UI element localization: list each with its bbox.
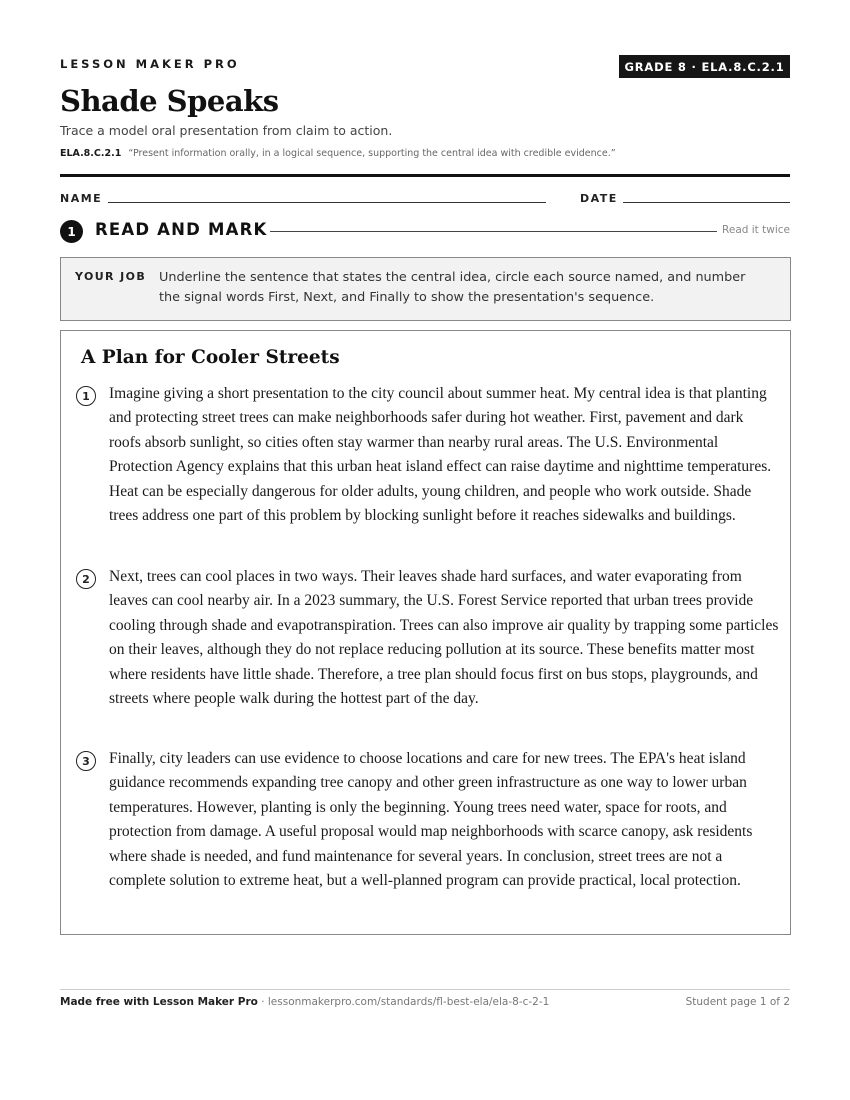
paragraph-text[interactable]: Imagine giving a short presentation to the city council about summer heat. My central idea is that planting and protecting street trees can make neighborhoods safer during hot weather. First, pavement and dark roofs absorb sunlight, so cities often stay warmer than nearby rural areas. The U.S. Environmental Protection Agency explains that this urban heat island effect can raise daytime and nighttime temperatures. Heat can be especially dangerous for older adults, young children, and people who work outside. Shade trees address one part of this problem by blocking sunlight before it reaches sidewalks and buildings. (109, 385, 772, 525)
paragraph-text[interactable]: Finally, city leaders can use evidence to choose locations and care for new trees. The EPA's heat island guidance recommends expanding tree canopy and other green infrastructure as one way to lower urban temperatures. However, planting is only the beginning. Young trees need water, space for roots, and protection from damage. A useful proposal would map neighborhoods with scarce canopy, ask residents where shade is needed, and fund maintenance for several years. In conclusion, street trees are not a complete solution to extreme heat, but a well-planned program can provide practical, local protection. (109, 750, 753, 890)
name-field[interactable] (108, 202, 546, 203)
page-title: Shade Speaks (60, 84, 279, 118)
grade-badge: GRADE 8 · ELA.8.C.2.1 (619, 55, 790, 78)
step-note: Read it twice (722, 224, 790, 236)
step-title: READ AND MARK (95, 220, 268, 239)
footer-credit (60, 996, 549, 1008)
header-divider (60, 174, 790, 177)
passage-title: A Plan for Cooler Streets (81, 347, 340, 368)
paragraph-number: 1 (76, 386, 96, 406)
date-field[interactable] (623, 202, 790, 203)
job-text: Underline the sentence that states the central idea, circle each source named, and number the signal words First, Next, and Finally to show the presentation's sequence. (159, 270, 746, 305)
footer-page-number: Student page 1 of 2 (685, 996, 790, 1008)
date-label: DATE (580, 192, 618, 205)
paragraph-number: 3 (76, 751, 96, 771)
step-number: 1 (60, 220, 83, 243)
footer-url[interactable]: · lessonmakerpro.com/standards/fl-best-ela/ela-8-c-2-1 (257, 996, 550, 1008)
page-subtitle: Trace a model oral presentation from claim to action. (60, 123, 393, 138)
job-box (60, 257, 791, 321)
step-divider (270, 231, 717, 232)
brand-name: LESSON MAKER PRO (60, 57, 240, 71)
paragraph-text[interactable]: Next, trees can cool places in two ways. Their leaves shade hard surfaces, and water evaporating from leaves can cool nearby air. In a 2023 summary, the U.S. Forest Service reported that urban trees provide cooling through shade and evapotranspiration. Trees can also improve air quality by trapping some particles on their leaves, although they do not replace reducing pollution at its source. These benefits matter most where residents have little shade. Therefore, a tree plan should focus first on bus stops, playgrounds, and streets where people walk during the hottest part of the day. (109, 568, 779, 708)
job-label: YOUR JOB (75, 270, 147, 283)
footer-divider (60, 989, 790, 990)
standard-code: ELA.8.C.2.1 (60, 148, 122, 159)
paragraph-number: 2 (76, 569, 96, 589)
passage-box (60, 330, 791, 935)
name-label: NAME (60, 192, 103, 205)
standard-line (60, 148, 616, 159)
standard-text: “Present information orally, in a logical sequence, supporting the central idea with credible evidence.” (128, 148, 616, 159)
footer-made-with: Made free with Lesson Maker Pro (60, 996, 258, 1008)
